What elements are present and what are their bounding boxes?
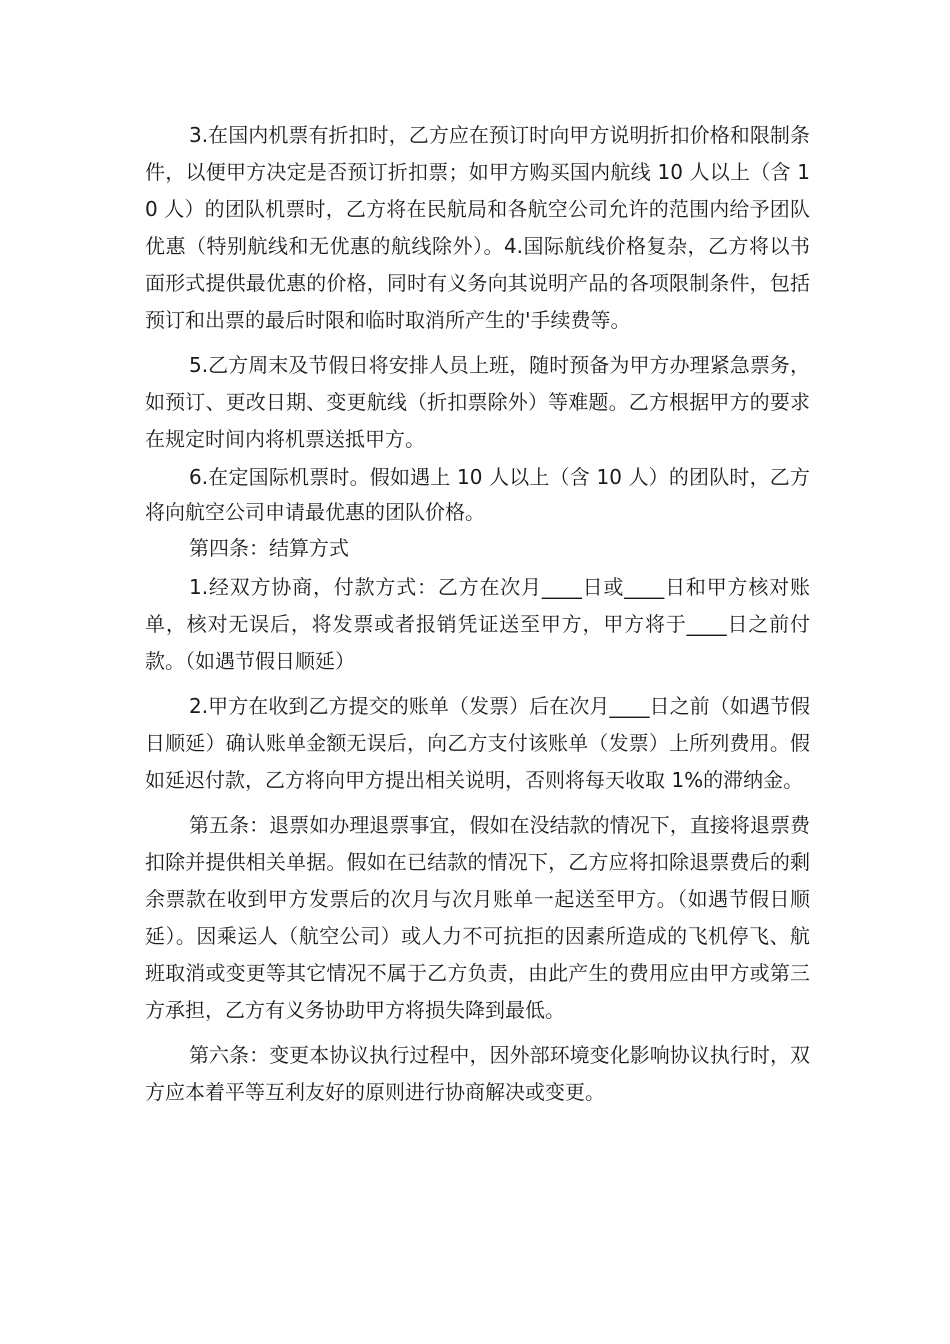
paragraph-domestic-discount: 3.在国内机票有折扣时，乙方应在预订时向甲方说明折扣价格和限制条件，以便甲方决定是否预订折扣票；如甲方购买国内航线 10 人以上（含 10 人）的团队机票时，乙方将在民航局和各航空公司允许的范围内给予团队优惠（特别航线和无优惠的航线除外）。4.国际航线价格复杂，乙方将以书面形式提供最优惠的价格，同时有义务向其说明产品的各项限制条件，包括预订和出票的最后时限和临时取消所产生的'手续费等。 bbox=[145, 123, 810, 332]
paragraph-late-payment: 2.甲方在收到乙方提交的账单（发票）后在次月____日之前（如遇节假日顺延）确认账单金额无误后，向乙方支付该账单（发票）上所列费用。假如延迟付款，乙方将向甲方提出相关说明，否则将每天收取 1%的滞纳金。 bbox=[145, 694, 810, 792]
section-heading-settlement: 第四条：结算方式 bbox=[189, 536, 349, 560]
paragraph-refund: 第五条：退票如办理退票事宜，假如在没结款的情况下，直接将退票费扣除并提供相关单据。假如在已结款的情况下，乙方应将扣除退票费后的剩余票款在收到甲方发票后的次月与次月账单一起送至甲方。（如遇节假日顺延）。因乘运人（航空公司）或人力不可抗拒的因素所造成的飞机停飞、航班取消或变更等其它情况不属于乙方负责，由此产生的费用应由甲方或第三方承担，乙方有义务协助甲方将损失降到最低。 bbox=[145, 813, 810, 1022]
document-page bbox=[145, 117, 810, 1111]
paragraph-international-group: 6.在定国际机票时。假如遇上 10 人以上（含 10 人）的团队时，乙方将向航空公司申请最优惠的团队价格。 bbox=[145, 465, 810, 524]
paragraph-change: 第六条：变更本协议执行过程中，因外部环境变化影响协议执行时，双方应本着平等互利友好的原则进行协商解决或变更。 bbox=[145, 1043, 810, 1104]
paragraph-holiday-service: 5.乙方周末及节假日将安排人员上班，随时预备为甲方办理紧急票务，如预订、更改日期、变更航线（折扣票除外）等难题。乙方根据甲方的要求在规定时间内将机票送抵甲方。 bbox=[145, 353, 810, 451]
paragraph-payment-method: 1.经双方协商，付款方式：乙方在次月____日或____日和甲方核对账单，核对无误后，将发票或者报销凭证送至甲方，甲方将于____日之前付款。（如遇节假日顺延） bbox=[145, 575, 810, 673]
